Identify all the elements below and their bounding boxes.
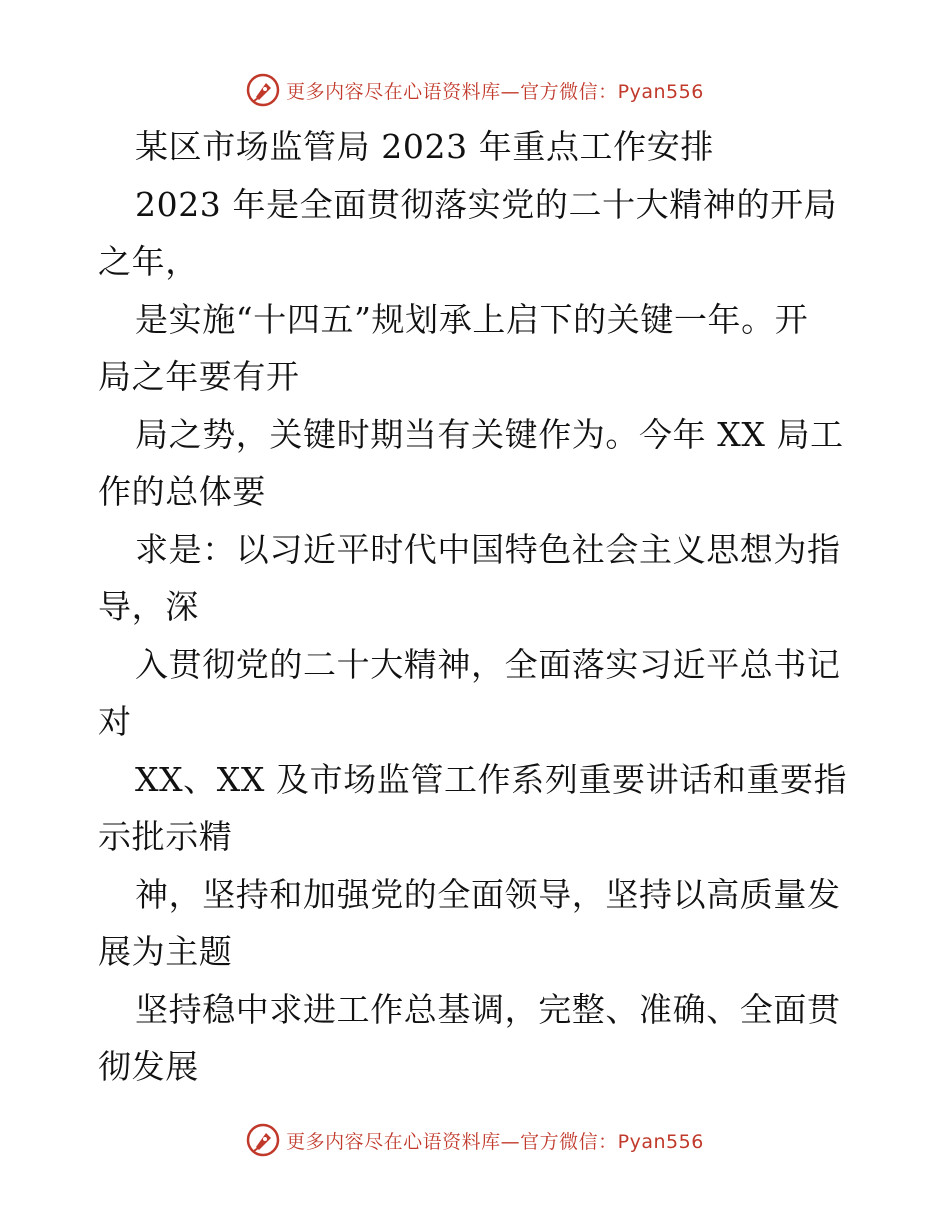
paragraph-line: 示批示精 [98, 817, 233, 856]
header-watermark [0, 70, 950, 110]
paragraph-line: 彻发展 [98, 1047, 199, 1086]
document-body [98, 118, 858, 1096]
paragraph-line: 神，坚持和加强党的全面领导，坚持以高质量发 [135, 874, 841, 914]
paragraph-line: 入贯彻党的二十大精神，全面落实习近平总书记 [135, 644, 841, 684]
paragraph-line: 局之年要有开 [98, 357, 300, 396]
paragraph-line: 对 [98, 702, 132, 741]
document-title: 某区市场监管局 2023 年重点工作安排 [135, 127, 714, 166]
paragraph-line: 展为主题 [98, 932, 233, 971]
paragraph-line: 求是：以习近平时代中国特色社会主义思想为指 [135, 529, 841, 569]
header-watermark-text: 更多内容尽在心语资料库—官方微信：Pyan556 [286, 80, 704, 103]
paragraph-line: 2023 年是全面贯彻落实党的二十大精神的开局 [135, 184, 838, 224]
pen-nib-seal-icon [246, 1123, 280, 1157]
paragraph-line: 导，深 [98, 587, 199, 626]
paragraph-line: 作的总体要 [98, 472, 266, 511]
footer-watermark-text: 更多内容尽在心语资料库—官方微信：Pyan556 [286, 1130, 704, 1153]
paragraph-line: 局之势，关键时期当有关键作为。今年 XX 局工 [135, 414, 844, 454]
footer-watermark [0, 1120, 950, 1160]
paragraph-line: 是实施“十四五”规划承上启下的关键一年。开 [135, 299, 809, 339]
paragraph-line: 坚持稳中求进工作总基调，完整、准确、全面贯 [135, 989, 841, 1029]
pen-nib-seal-icon [246, 73, 280, 107]
paragraph-line: XX、XX 及市场监管工作系列重要讲话和重要指 [135, 759, 848, 799]
paragraph-line: 之年， [98, 242, 199, 281]
